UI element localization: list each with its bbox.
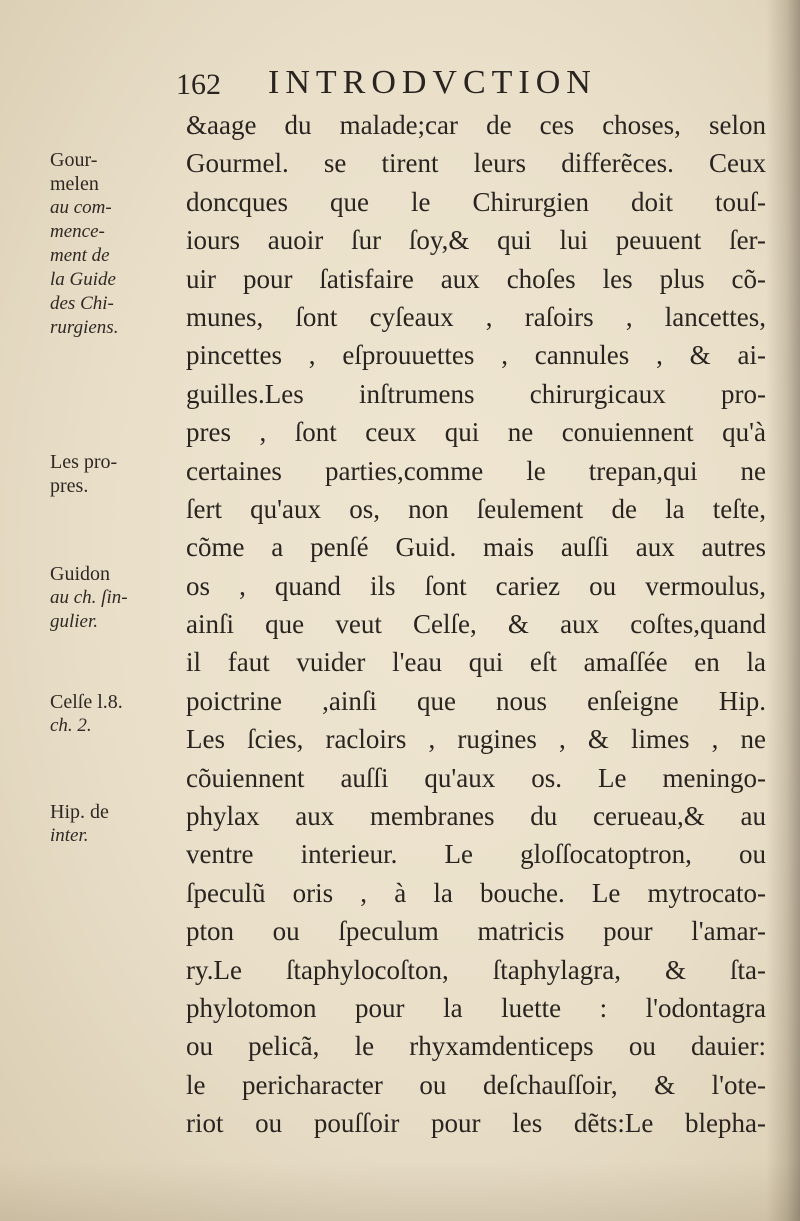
text-line: Les ſcies, racloirs , rugines , & limes , ne [186,724,766,755]
text-line: ſert qu'aux os, non ſeulement de la teſte, [186,493,766,524]
text-line: ventre interieur. Le gloſſocatoptron, ou [186,839,766,870]
page-header [176,64,696,108]
margin-note-guidon [50,562,172,634]
text-line: &aage du malade;car de ces choses, selon [186,110,766,140]
text-line: os , quand ils ſont cariez ou vermoulus, [186,570,766,601]
text-line: iours auoir ſur ſoy,& qui lui peuuent ſer- [186,225,766,256]
text-line: cõme a penſé Guid. mais auſſi aux autres [186,532,766,563]
text-line: munes, ſont cyſeaux , raſoirs , lancettes, [186,301,766,332]
text-line: cõuiennent auſſi qu'aux os. Le meningo- [186,762,766,793]
margin-note-line: Hip. de [50,801,109,823]
running-title: INTRODVCTION [268,64,597,101]
margin-note-line: au ch. ſin- [50,587,128,608]
text-line: doncques que le Chirurgien doit touſ- [186,186,766,217]
margin-note-line: Celſe l.8. [50,691,123,713]
margin-note-gourmelen [50,148,172,340]
text-line: le pericharacter ou deſchauſſoir, & l'ote- [186,1069,766,1100]
margin-note-line: inter. [50,825,89,846]
text-line: il faut vuider l'eau qui eſt amaſſée en la [186,647,766,678]
margin-note-line: ch. 2. [50,715,92,736]
text-line: phylax aux membranes du cerueau,& au [186,801,766,832]
margin-note-propres [50,450,172,498]
page-gutter-shadow [766,0,800,1221]
margin-note-line: la Guide [50,269,116,290]
margin-note-celse [50,690,172,738]
text-line: riot ou pouſſoir pour les dẽts:Le blepha- [186,1108,766,1139]
margin-note-line: Guidon [50,563,110,585]
margin-note-line: Gour- [50,149,98,171]
text-line: uir pour ſatisfaire aux choſes les plus cõ- [186,263,766,294]
margin-note-line: pres. [50,475,89,497]
text-line: ry.Le ſtaphylocoſton, ſtaphylagra, & ſta- [186,954,766,985]
text-line: Gourmel. se tirent leurs differẽces. Ceux [186,148,766,179]
text-line: pres , ſont ceux qui ne conuiennent qu'à [186,417,766,448]
margin-note-line: Les pro- [50,451,118,473]
body-text [186,106,766,1143]
margin-note-line: au com- [50,197,112,218]
page-bottom-shade [0,1161,800,1221]
text-line: ainſi que veut Celſe, & aux coſtes,quand [186,609,766,640]
text-line: guilles.Les inſtrumens chirurgicaux pro- [186,378,766,409]
margin-note-hip [50,800,172,848]
margin-note-line: melen [50,173,99,195]
text-line: ou pelicã, le rhyxamdenticeps ou dauier: [186,1031,766,1062]
margin-note-line: gulier. [50,611,99,632]
text-line: certaines parties,comme le trepan,qui ne [186,455,766,486]
margin-note-line: mence- [50,221,105,242]
page-number: 162 [176,68,221,101]
margin-note-line: des Chi- [50,293,114,314]
text-line: pincettes , eſprouuettes , cannules , & ai- [186,340,766,371]
text-line: pton ou ſpeculum matricis pour l'amar- [186,916,766,947]
text-line: poictrine ,ainſi que nous enſeigne Hip. [186,685,766,716]
margin-note-line: rurgiens. [50,317,119,338]
text-line: ſpeculũ oris , à la bouche. Le mytrocato- [186,877,766,908]
text-line: phylotomon pour la luette : l'odontagra [186,992,766,1023]
margin-note-line: ment de [50,245,110,266]
